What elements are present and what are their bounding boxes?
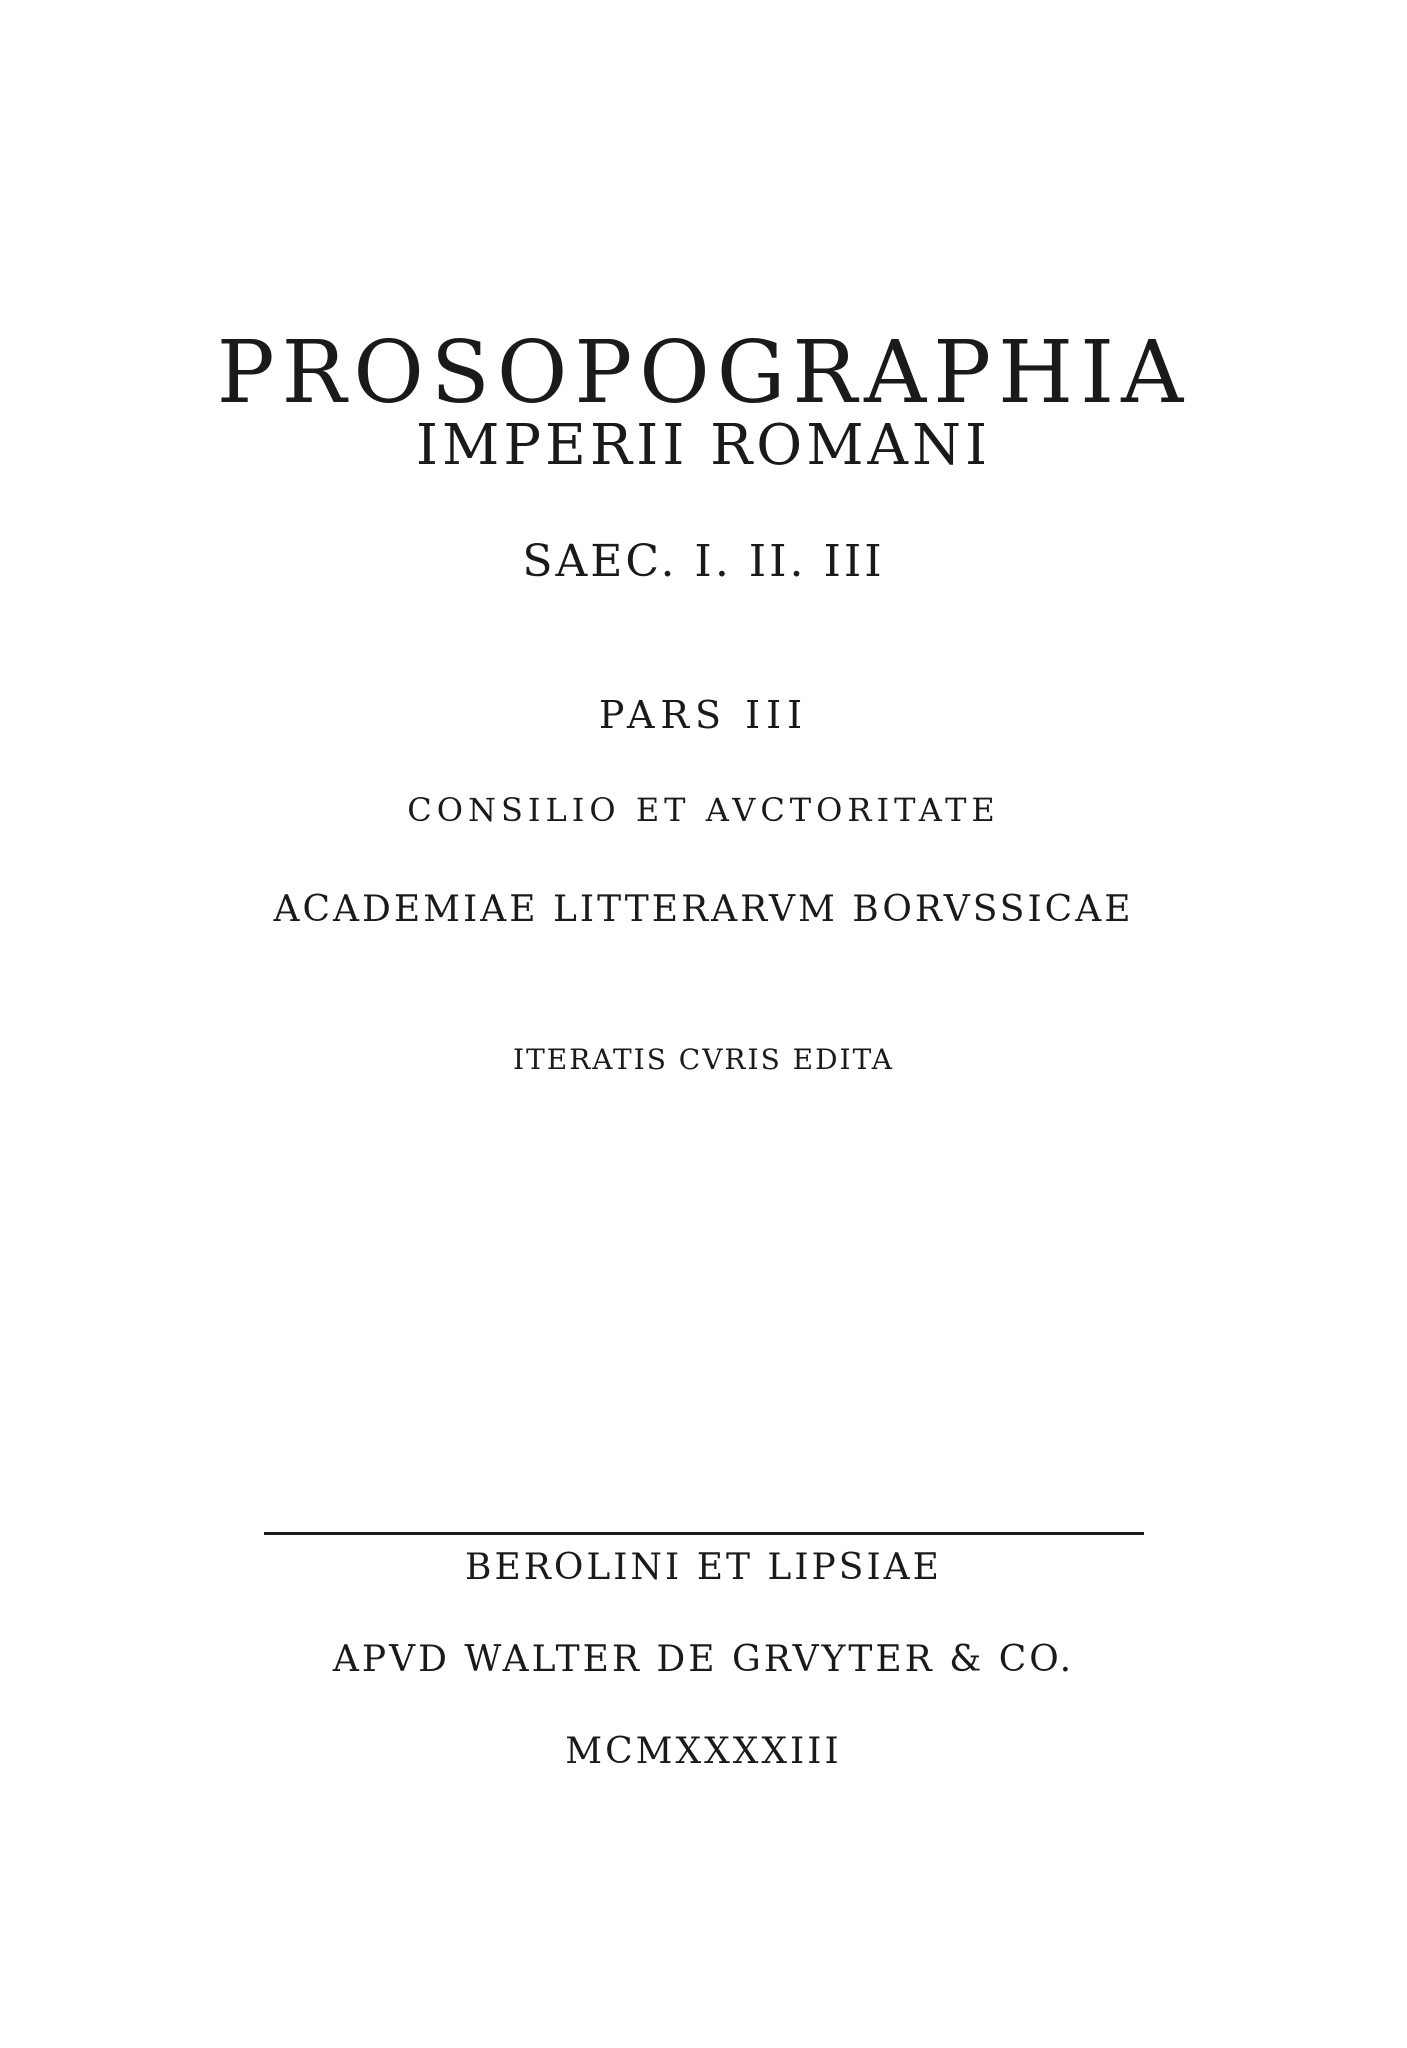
academiae-line: ACADEMIAE LITTERARVM BORVSSICAE <box>273 889 1134 930</box>
imprint-place: BEROLINI ET LIPSIAE <box>465 1547 942 1588</box>
saecula-line: SAEC. I. II. III <box>522 536 885 587</box>
edition-line: ITERATIS CVRIS EDITA <box>513 1043 894 1076</box>
consilio-line: CONSILIO ET AVCTORITATE <box>407 791 1000 829</box>
imprint-year: MCMXXXXIII <box>565 1731 842 1772</box>
book-subtitle: IMPERII ROMANI <box>415 413 992 478</box>
imprint-publisher: APVD WALTER DE GRVYTER & CO. <box>332 1639 1075 1680</box>
book-title: PROSOPOGRAPHIA <box>216 322 1191 423</box>
imprint-divider <box>264 1532 1144 1535</box>
pars-line: PARS III <box>598 693 809 737</box>
